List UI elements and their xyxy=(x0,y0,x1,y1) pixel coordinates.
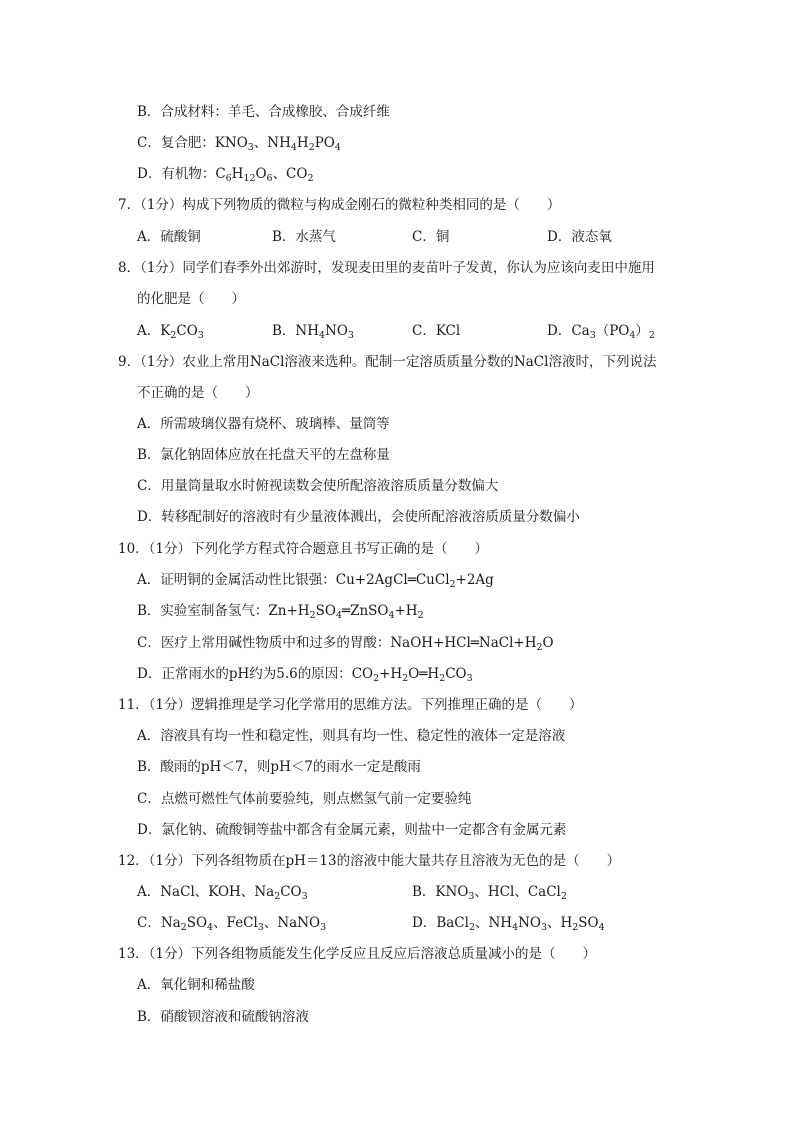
q8-option-c: C．KCl xyxy=(412,323,461,339)
q9-stem-line1: 9．（1分）农业上常用NaCl溶液来选种。配制一定溶质质量分数的NaCl溶液时，下列说法 xyxy=(118,354,657,370)
q11-stem: 11．（1分）逻辑推理是学习化学常用的思维方法。下列推理正确的是（ ） xyxy=(118,697,583,713)
q10-stem: 10．（1分）下列化学方程式符合题意且书写正确的是（ ） xyxy=(118,541,489,557)
q9-option-d: D．转移配制好的溶液时有少量液体溅出，会使所配溶液溶质质量分数偏小 xyxy=(137,509,580,525)
q12-option-c: C．$Na_2SO_4$、FeCl$_3$、NaNO$_3$ xyxy=(137,915,327,933)
q13-stem: 13．（1分）下列各组物质能发生化学反应且反应后溶液总质量减小的是（ ） xyxy=(118,946,597,962)
q13-option-a: A．氧化铜和稀盐酸 xyxy=(137,977,255,993)
q6-option-c: C．复合肥：$KNO_3$、$NH_4H_2PO_4$ xyxy=(137,135,341,153)
q11-option-a: A．溶液具有均一性和稳定性，则具有均一性、稳定性的液体一定是溶液 xyxy=(137,728,566,744)
q12-option-a: A．NaCl、KOH、$Na_2CO_3$ xyxy=(137,884,308,902)
q10-option-d: D．正常雨水的pH约为5.6的原因：$CO_2+H_2O═H_2CO_3$ xyxy=(137,666,473,684)
q11-option-d: D．氯化钠、硫酸铜等盐中都含有金属元素，则盐中一定都含有金属元素 xyxy=(137,822,567,838)
q12-option-b: B．$KNO_3$、HCl、CaCl$_2$ xyxy=(412,884,567,902)
q7-option-d: D．液态氧 xyxy=(547,229,612,245)
q10-option-b: B．实验室制备氢气：$Zn+H_2SO_4═ZnSO_4+H_2$ xyxy=(137,603,424,621)
q9-option-b: B．氯化钠固体应放在托盘天平的左盘称量 xyxy=(137,447,390,463)
q8-option-b: B．$NH_4NO_3$ xyxy=(272,323,354,341)
q11-option-c: C．点燃可燃性气体前要验纯，则点燃氢气前一定要验纯 xyxy=(137,791,472,807)
q8-stem-line2: 的化肥是（ ） xyxy=(137,291,245,307)
q6-option-d: D．有机物：$C_6H_{12}O_6$、$CO_2$ xyxy=(137,166,314,184)
q10-option-a: A．证明铜的金属活动性比银强：Cu+2AgCl═CuCl$_2$+2Ag xyxy=(137,572,494,590)
q7-option-c: C．铜 xyxy=(412,229,450,245)
q8-option-a: A．$K_2CO_3$ xyxy=(137,323,204,341)
q8-stem-line1: 8．（1分）同学们春季外出郊游时，发现麦田里的麦苗叶子发黄，你认为应该向麦田中施用 xyxy=(118,260,655,276)
q9-option-a: A．所需玻璃仪器有烧杯、玻璃棒、量筒等 xyxy=(137,416,390,432)
q10-option-c: C．医疗上常用碱性物质中和过多的胃酸：$NaOH+HCl═NaCl+H_2O$ xyxy=(137,635,554,653)
q9-option-c: C．用量筒量取水时俯视读数会使所配溶液溶质质量分数偏大 xyxy=(137,478,499,494)
q9-stem-line2: 不正确的是（ ） xyxy=(137,385,259,401)
q7-option-a: A．硫酸铜 xyxy=(137,229,201,245)
q12-stem: 12．（1分）下列各组物质在pH＝13的溶液中能大量共存且溶液为无色的是（ ） xyxy=(118,853,621,869)
q12-option-d: D．BaCl$_2$、$NH_4NO_3$、$H_2SO_4$ xyxy=(412,915,605,933)
q6-option-b: B．合成材料：羊毛、合成橡胶、合成纤维 xyxy=(137,104,390,120)
q8-option-d: D．$Ca_3(PO_4)_2$ xyxy=(547,323,655,341)
q7-stem: 7．（1分）构成下列物质的微粒与构成金刚石的微粒种类相同的是（ ） xyxy=(118,197,561,213)
q11-option-b: B．酸雨的pH＜7，则pH＜7的雨水一定是酸雨 xyxy=(137,759,421,775)
q13-option-b: B．硝酸钡溶液和硫酸钠溶液 xyxy=(137,1009,309,1025)
q7-option-b: B．水蒸气 xyxy=(272,229,336,245)
